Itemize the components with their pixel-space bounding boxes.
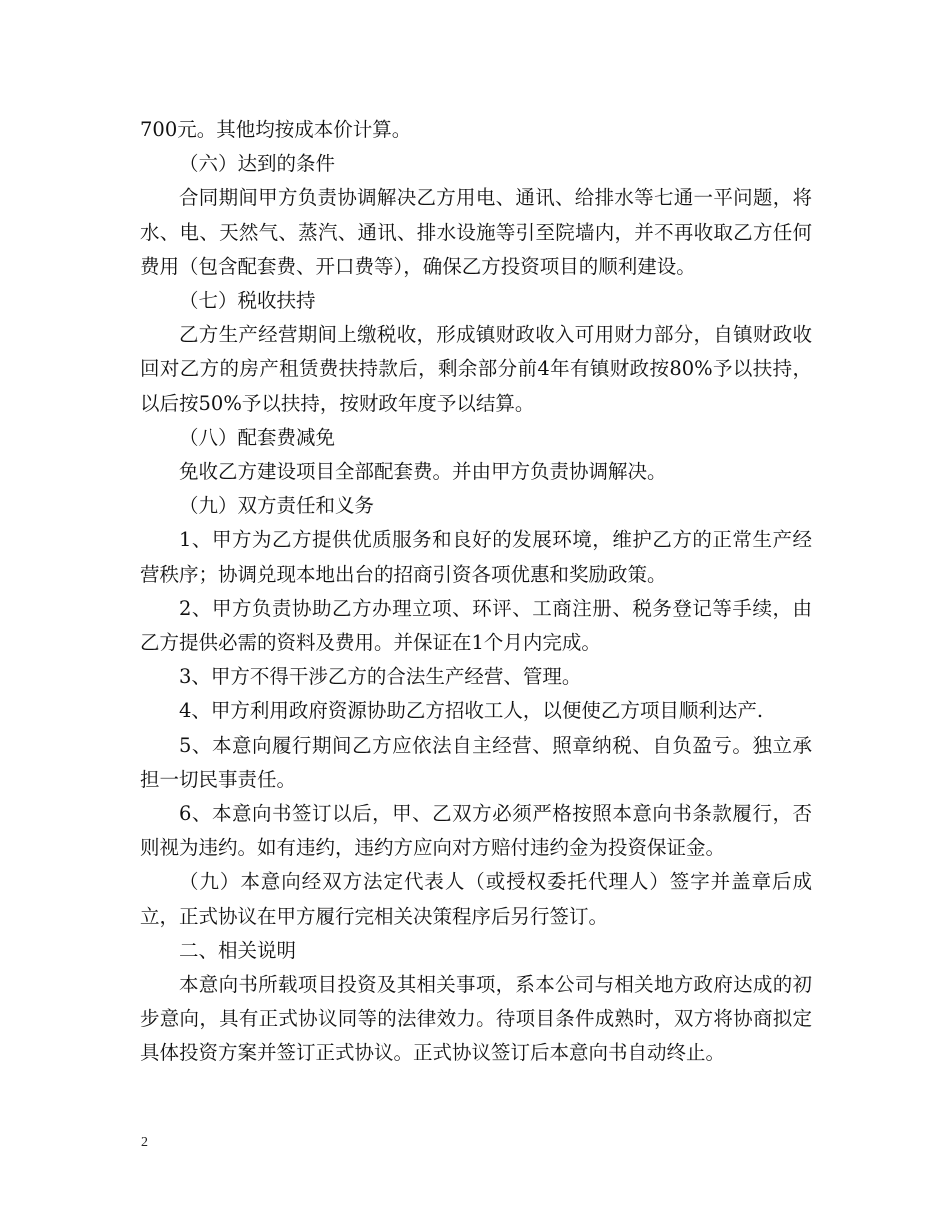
paragraph: 免收乙方建设项目全部配套费。并由甲方负责协调解决。	[179, 460, 667, 484]
section-heading: （六）达到的条件	[179, 152, 336, 176]
section-heading: （九）双方责任和义务	[179, 494, 375, 518]
list-item: 4、甲方利用政府资源协助乙方招收工人，以便使乙方项目顺利达产.	[179, 699, 764, 723]
section-heading: （七）税收扶持	[179, 289, 316, 313]
paragraph: 700元。其他均按成本价计算。	[140, 118, 412, 141]
paragraph: 乙方生产经营期间上缴税收，形成镇财政收入可用财力部分，自镇财政收回对乙方的房产租赁费扶持款后，剩余部分前4年有镇财政按80%予以扶持，以后按50%予以扶持，按财政年度予以结算。	[140, 323, 812, 415]
document-body	[140, 113, 812, 1071]
section-heading: 二、相关说明	[179, 938, 297, 962]
list-item: 3、甲方不得干涉乙方的合法生产经营、管理。	[179, 665, 582, 689]
section-heading: （八）配套费减免	[179, 425, 336, 449]
list-item: 1、甲方为乙方提供优质服务和良好的发展环境，维护乙方的正常生产经营秩序；协调兑现本地出台的招商引资各项优惠和奖励政策。	[140, 528, 812, 586]
list-item: 5、本意向履行期间乙方应依法自主经营、照章纳税、自负盈亏。独立承担一切民事责任。	[140, 733, 812, 791]
paragraph: （九）本意向经双方法定代表人（或授权委托代理人）签字并盖章后成立，正式协议在甲方履行完相关决策程序后另行签订。	[140, 870, 812, 928]
paragraph: 本意向书所载项目投资及其相关事项，系本公司与相关地方政府达成的初步意向，具有正式协议同等的法律效力。待项目条件成熟时，双方将协商拟定具体投资方案并签订正式协议。正式协议签订后本意向书自动终止。	[140, 973, 812, 1065]
list-item: 6、本意向书签订以后，甲、乙双方必须严格按照本意向书条款履行，否则视为违约。如有违约，违约方应向对方赔付违约金为投资保证金。	[140, 802, 812, 860]
page-number: 2	[141, 1135, 148, 1150]
paragraph: 合同期间甲方负责协调解决乙方用电、通讯、给排水等七通一平问题，将水、电、天然气、蒸汽、通讯、排水设施等引至院墙内，并不再收取乙方任何费用（包含配套费、开口费等），确保乙方投资项目的顺利建设。	[140, 186, 812, 278]
list-item: 2、甲方负责协助乙方办理立项、环评、工商注册、税务登记等手续，由乙方提供必需的资料及费用。并保证在1个月内完成。	[140, 596, 812, 655]
